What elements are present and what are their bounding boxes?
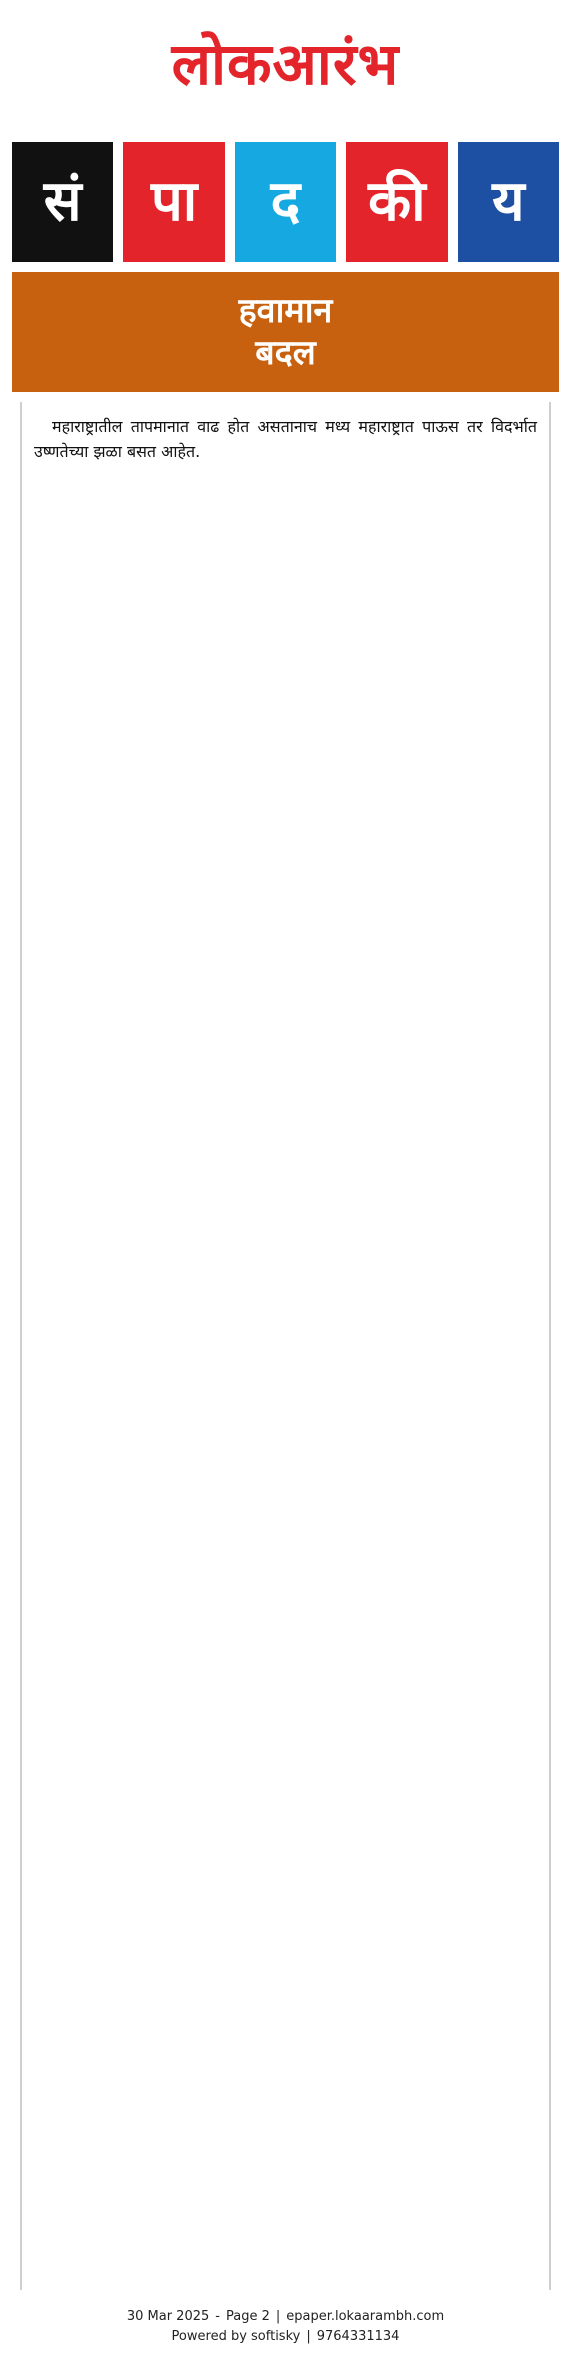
article-headline xyxy=(12,272,559,392)
powered-by-text: Powered by softisky xyxy=(171,2328,301,2344)
site-link[interactable]: epaper.lokaarambh.com xyxy=(286,2308,445,2324)
section-tile: पा xyxy=(123,142,224,262)
section-tile: द xyxy=(235,142,336,262)
contact-phone: 9764331134 xyxy=(316,2328,400,2344)
headline-line-1: हवामान xyxy=(238,290,333,331)
headline-line-2: बदल xyxy=(255,333,316,373)
edition-date: 30 Mar 2025 xyxy=(126,2308,210,2324)
article-paragraph: महाराष्ट्रातील तापमानात वाढ होत असतानाच मध्य महाराष्ट्रात पाऊस तर विदर्भात उष्णतेच्या झळा बसत आहेत. xyxy=(34,417,543,461)
section-tile: सं xyxy=(12,142,113,262)
section-tile: की xyxy=(346,142,447,262)
newspaper-logo: लोकआरंभ xyxy=(171,30,400,98)
footer-credit-line: Powered by softisky | 9764331134 xyxy=(172,2327,400,2347)
masthead xyxy=(0,18,571,110)
page-number: Page 2 xyxy=(225,2308,270,2324)
section-title-sampadakiya xyxy=(12,142,559,262)
page-footer xyxy=(0,2300,571,2353)
footer-edition-line: 30 Mar 2025 - Page 2 | epaper.lokaarambh.com xyxy=(127,2307,444,2327)
article-body xyxy=(20,402,551,2290)
section-tile: य xyxy=(458,142,559,262)
